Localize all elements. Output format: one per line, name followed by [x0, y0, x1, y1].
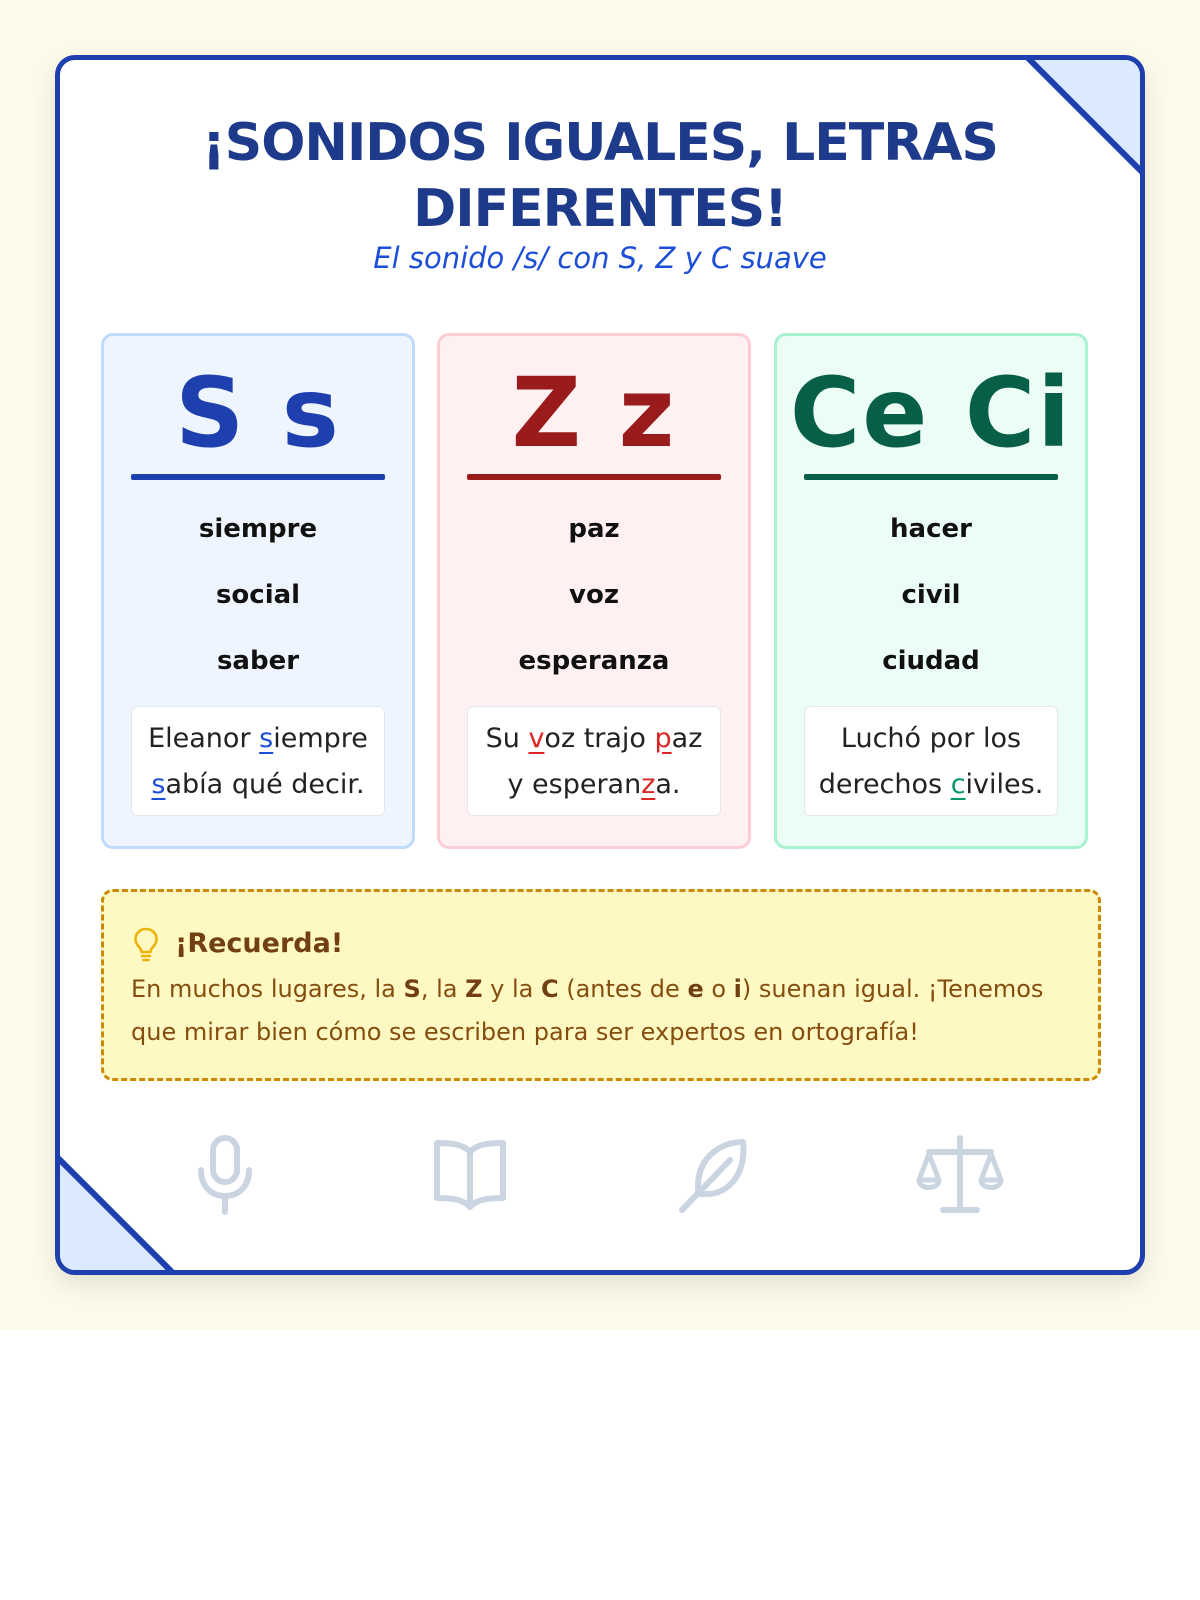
open-book-icon	[425, 1130, 515, 1220]
word-item: saber	[216, 646, 300, 676]
bold-letter: e	[687, 975, 704, 1003]
lesson-card	[55, 55, 1145, 1275]
word-item: siempre	[198, 514, 318, 544]
highlighted-letter: s	[151, 769, 166, 800]
page-title: ¡SONIDOS IGUALES, LETRAS DIFERENTES!	[202, 113, 998, 239]
panel-letters: Ce Ci	[789, 357, 1073, 469]
example-sentence: Luchó por los derechos civiles.	[804, 706, 1058, 816]
word-item: social	[215, 580, 301, 610]
word-item: hacer	[890, 514, 972, 544]
panel-divider	[467, 474, 721, 480]
word-item: esperanza	[518, 646, 670, 676]
highlighted-letter: p	[654, 723, 672, 754]
remember-text: En muchos lugares, la S, la Z y la C (antes de e o i) suenan igual. ¡Tenemos que mirar bien cómo se escriben para ser expertos en ortografía!	[131, 975, 1044, 1046]
highlighted-letter: z	[641, 769, 656, 800]
bold-letter: C	[540, 975, 559, 1003]
highlighted-letter: s	[259, 723, 274, 754]
panel-letters: S s	[175, 357, 341, 469]
bold-letter: S	[403, 975, 421, 1003]
word-item: voz	[569, 580, 619, 610]
highlighted-letter: c	[950, 769, 966, 800]
lightbulb-icon	[131, 926, 161, 962]
page-subtitle: El sonido /s/ con S, Z y C suave	[373, 241, 827, 275]
word-item: paz	[568, 514, 620, 544]
panel-letter-c	[774, 333, 1088, 849]
feather-icon	[670, 1130, 760, 1220]
remember-note	[101, 889, 1101, 1081]
word-item: ciudad	[882, 646, 980, 676]
word-item: civil	[901, 580, 961, 610]
panel-divider	[804, 474, 1058, 480]
panel-letter-s	[101, 333, 415, 849]
panel-letters: Z z	[511, 357, 677, 469]
panel-letter-z	[437, 333, 751, 849]
remember-title: ¡Recuerda!	[175, 928, 344, 959]
corner-decoration-bottom-left	[55, 1155, 175, 1275]
highlighted-letter: v	[528, 723, 545, 754]
example-sentence: Eleanor siempre sabía qué decir.	[131, 706, 385, 816]
example-sentence: Su voz trajo paz y esperanza.	[467, 706, 721, 816]
panel-divider	[131, 474, 385, 480]
microphone-icon	[180, 1130, 270, 1220]
scales-icon	[915, 1130, 1005, 1220]
bold-letter: i	[733, 975, 742, 1003]
bold-letter: Z	[465, 975, 483, 1003]
